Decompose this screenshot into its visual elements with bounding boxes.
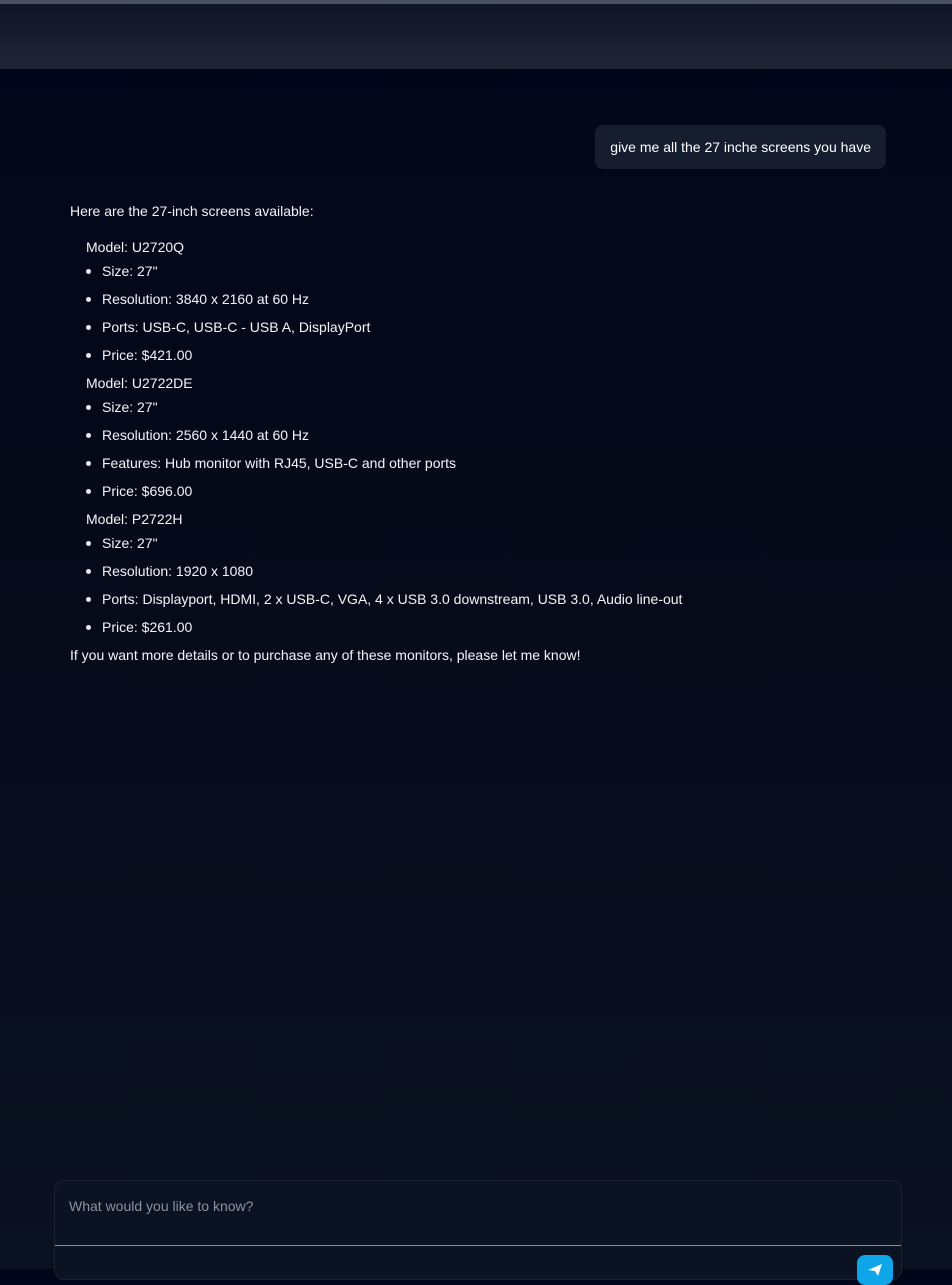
spec-text: Ports: Displayport, HDMI, 2 x USB-C, VGA, 4 x USB 3.0 downstream, USB 3.0, Audio line-out <box>102 591 683 607</box>
bullet-icon <box>86 625 91 630</box>
spec-text: Ports: USB-C, USB-C - USB A, DisplayPort <box>102 319 371 335</box>
spec-item <box>86 319 890 335</box>
spec-text: Price: $696.00 <box>102 483 193 499</box>
send-icon <box>867 1263 883 1277</box>
spec-item <box>86 263 890 279</box>
assistant-message <box>70 203 890 663</box>
bullet-icon <box>86 297 91 302</box>
bullet-icon <box>86 597 91 602</box>
bullet-icon <box>86 325 91 330</box>
bullet-icon <box>86 541 91 546</box>
spec-text: Size: 27" <box>102 535 158 551</box>
model-block <box>86 375 890 499</box>
bullet-icon <box>86 405 91 410</box>
send-button[interactable] <box>857 1255 893 1285</box>
assistant-outro: If you want more details or to purchase any of these monitors, please let me know! <box>70 647 581 663</box>
bullet-icon <box>86 433 91 438</box>
spec-item <box>86 347 890 363</box>
model-title: Model: U2722DE <box>86 375 193 391</box>
spec-item <box>86 399 890 415</box>
spec-list <box>86 399 890 499</box>
composer-divider <box>55 1245 901 1246</box>
spec-text: Resolution: 1920 x 1080 <box>102 563 253 579</box>
message-input[interactable] <box>67 1193 891 1219</box>
spec-text: Price: $421.00 <box>102 347 193 363</box>
user-message-text: give me all the 27 inche screens you have <box>610 139 871 155</box>
spec-text: Price: $261.00 <box>102 619 193 635</box>
spec-item <box>86 455 890 471</box>
assistant-intro: Here are the 27-inch screens available: <box>70 203 314 219</box>
spec-list <box>86 535 890 635</box>
model-title: Model: U2720Q <box>86 239 185 255</box>
spec-item <box>86 563 890 579</box>
spec-item <box>86 291 890 307</box>
chat-area <box>0 69 952 1169</box>
bullet-icon <box>86 461 91 466</box>
spec-text: Resolution: 2560 x 1440 at 60 Hz <box>102 427 310 443</box>
bullet-icon <box>86 489 91 494</box>
spec-text: Size: 27" <box>102 263 158 279</box>
model-block <box>86 239 890 363</box>
app-header <box>0 4 952 69</box>
spec-text: Resolution: 3840 x 2160 at 60 Hz <box>102 291 310 307</box>
spec-item <box>86 591 890 607</box>
model-block <box>86 511 890 635</box>
spec-item <box>86 619 890 635</box>
spec-item <box>86 427 890 443</box>
spec-list <box>86 263 890 363</box>
message-composer <box>54 1180 902 1280</box>
user-message-bubble <box>595 125 886 169</box>
spec-text: Features: Hub monitor with RJ45, USB-C and other ports <box>102 455 457 471</box>
spec-item <box>86 535 890 551</box>
spec-text: Size: 27" <box>102 399 158 415</box>
bullet-icon <box>86 353 91 358</box>
spec-item <box>86 483 890 499</box>
bullet-icon <box>86 569 91 574</box>
model-title: Model: P2722H <box>86 511 183 527</box>
bullet-icon <box>86 269 91 274</box>
